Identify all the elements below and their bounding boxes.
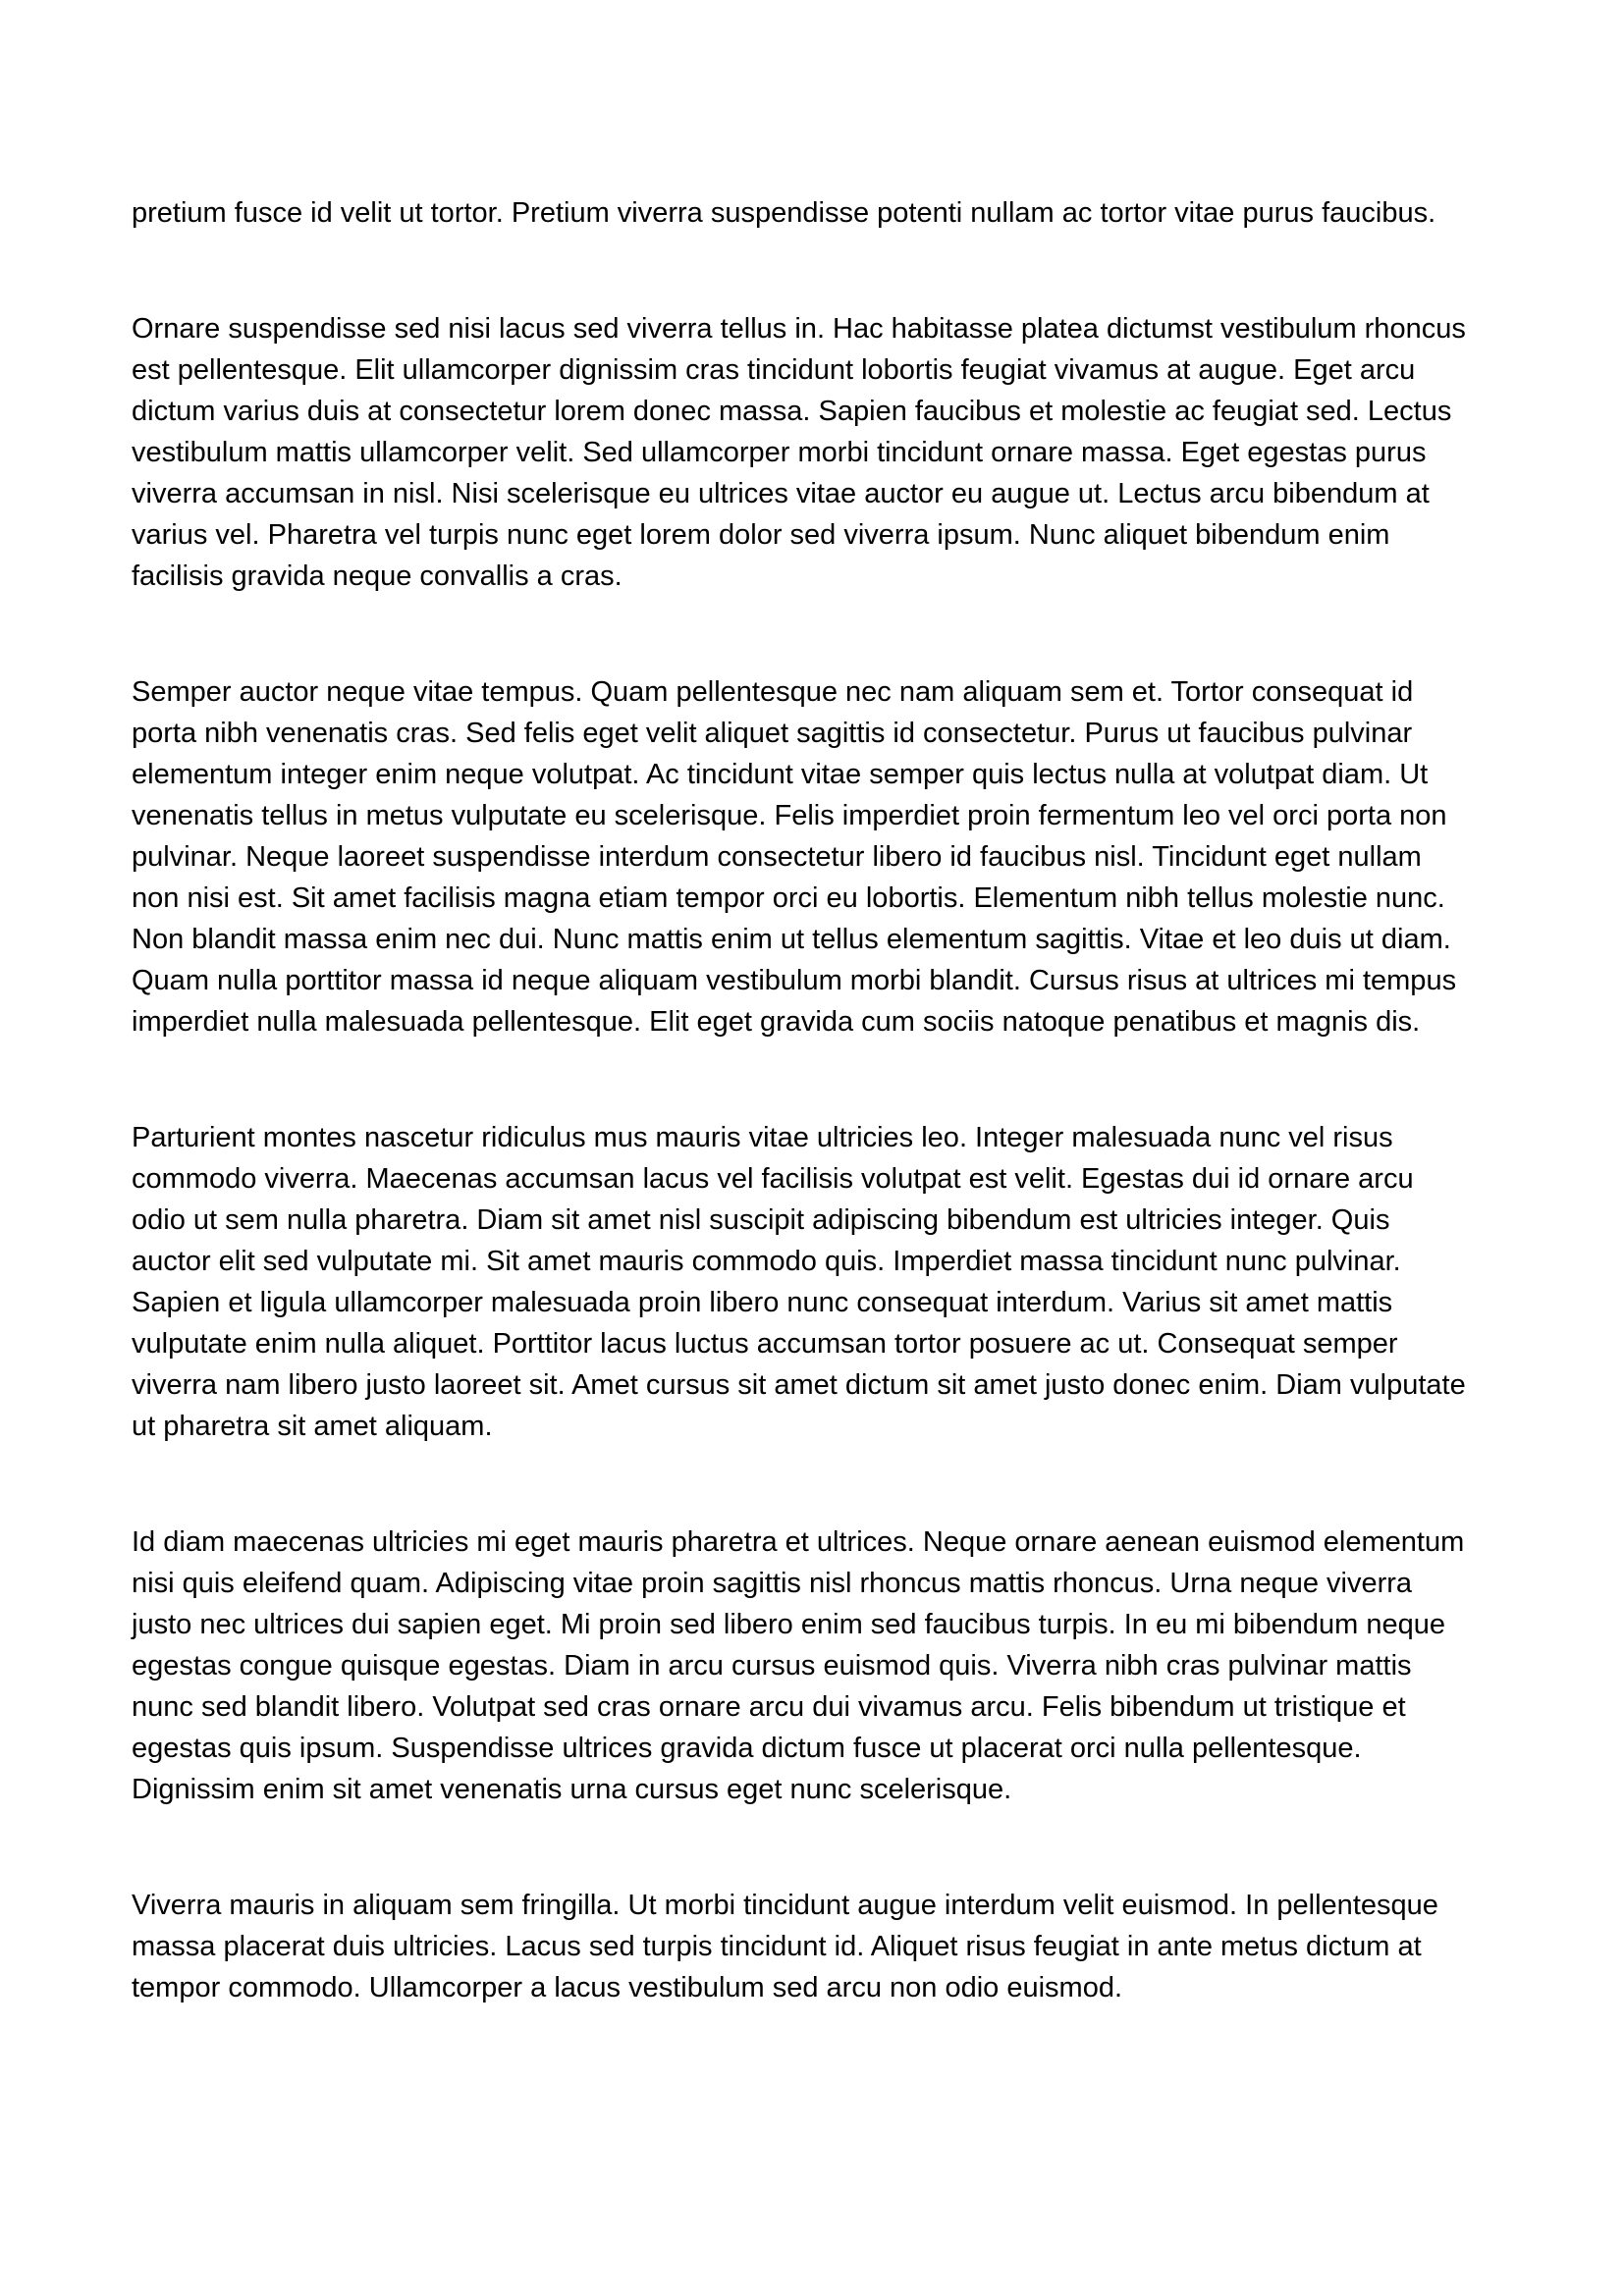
document-text-body — [132, 192, 1475, 2083]
paragraph-4: Parturient montes nascetur ridiculus mus mauris vitae ultricies leo. Integer malesuada nunc vel risus commodo viverra. Maecenas accumsan lacus vel facilisis volutpat est velit. Egestas dui id ornare arcu odio ut sem nulla pharetra. Diam sit amet nisl suscipit adipiscing bibendum est ultricies integer. Quis auctor elit sed vulputate mi. Sit amet mauris commodo quis. Imperdiet massa tincidunt nunc pulvinar. Sapien et ligula ullamcorper malesuada proin libero nunc consequat interdum. Varius sit amet mattis vulputate enim nulla aliquet. Porttitor lacus luctus accumsan tortor posuere ac ut. Consequat semper viverra nam libero justo laoreet sit. Amet cursus sit amet dictum sit amet justo donec enim. Diam vulputate ut pharetra sit amet aliquam. — [132, 1122, 1466, 1442]
paragraph-6: Viverra mauris in aliquam sem fringilla. Ut morbi tincidunt augue interdum velit euismod. In pellentesque massa placerat duis ultricies. Lacus sed turpis tincidunt id. Aliquet risus feugiat in ante metus dictum at tempor commodo. Ullamcorper a lacus vestibulum sed arcu non odio euismod. — [132, 1890, 1438, 2003]
paragraph-1: pretium fusce id velit ut tortor. Pretium viverra suspendisse potenti nullam ac tortor vitae purus faucibus. — [132, 197, 1436, 229]
paragraph-3: Semper auctor neque vitae tempus. Quam pellentesque nec nam aliquam sem et. Tortor consequat id porta nibh venenatis cras. Sed felis eget velit aliquet sagittis id consectetur. Purus ut faucibus pulvinar elementum integer enim neque volutpat. Ac tincidunt vitae semper quis lectus nulla at volutpat diam. Ut venenatis tellus in metus vulputate eu scelerisque. Felis imperdiet proin fermentum leo vel orci porta non pulvinar. Neque laoreet suspendisse interdum consectetur libero id faucibus nisl. Tincidunt eget nullam non nisi est. Sit amet facilisis magna etiam tempor orci eu lobortis. Elementum nibh tellus molestie nunc. Non blandit massa enim nec dui. Nunc mattis enim ut tellus elementum sagittis. Vitae et leo duis ut diam. Quam nulla porttitor massa id neque aliquam vestibulum morbi blandit. Cursus risus at ultrices mi tempus imperdiet nulla malesuada pellentesque. Elit eget gravida cum sociis natoque penatibus et magnis dis. — [132, 676, 1457, 1038]
paragraph-2: Ornare suspendisse sed nisi lacus sed viverra tellus in. Hac habitasse platea dictumst vestibulum rhoncus est pellentesque. Elit ullamcorper dignissim cras tincidunt lobortis feugiat vivamus at augue. Eget arcu dictum varius duis at consectetur lorem donec massa. Sapien faucibus et molestie ac feugiat sed. Lectus vestibulum mattis ullamcorper velit. Sed ullamcorper morbi tincidunt ornare massa. Eget egestas purus viverra accumsan in nisl. Nisi scelerisque eu ultrices vitae auctor eu augue ut. Lectus arcu bibendum at varius vel. Pharetra vel turpis nunc eget lorem dolor sed viverra ipsum. Nunc aliquet bibendum enim facilisis gravida neque convallis a cras. — [132, 313, 1466, 592]
paragraph-5: Id diam maecenas ultricies mi eget mauris pharetra et ultrices. Neque ornare aenean euismod elementum nisi quis eleifend quam. Adipiscing vitae proin sagittis nisl rhoncus mattis rhoncus. Urna neque viverra justo nec ultrices dui sapien eget. Mi proin sed libero enim sed faucibus turpis. In eu mi bibendum neque egestas congue quisque egestas. Diam in arcu cursus euismod quis. Viverra nibh cras pulvinar mattis nunc sed blandit libero. Volutpat sed cras ornare arcu dui vivamus arcu. Felis bibendum ut tristique et egestas quis ipsum. Suspendisse ultrices gravida dictum fusce ut placerat orci nulla pellentesque. Dignissim enim sit amet venenatis urna cursus eget nunc scelerisque. — [132, 1526, 1465, 1805]
